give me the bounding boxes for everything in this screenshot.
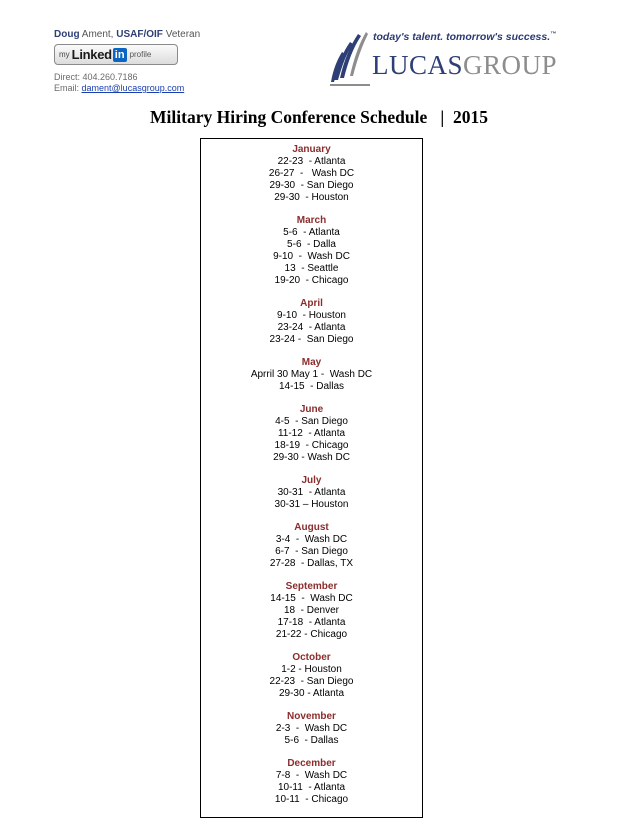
lucasgroup-mark-icon — [330, 30, 374, 90]
month-heading: April — [300, 298, 323, 309]
month-block-august — [201, 522, 422, 570]
schedule-entry: 4-5 - San Diego — [275, 416, 348, 427]
email-link[interactable]: dament@lucasgroup.com — [81, 83, 185, 93]
linkedin-wordmark: Linked — [71, 47, 112, 62]
last-name: Ament, — [81, 29, 114, 40]
schedule-entry: 18-19 - Chicago — [274, 440, 349, 451]
month-block-september — [201, 581, 422, 641]
direct-phone: Direct: 404.260.7186 — [54, 72, 138, 82]
logo-tagline: today's talent. tomorrow's success.™ — [373, 31, 557, 43]
schedule-entry: 9-10 - Houston — [277, 310, 346, 321]
email-line — [54, 83, 274, 94]
schedule-entry: 13 - Seattle — [284, 263, 339, 274]
logo-word-group: GROUP — [463, 50, 558, 80]
schedule-entry: 2-3 - Wash DC — [275, 723, 348, 734]
schedule-entry: 29-30 - Atlanta — [278, 688, 345, 699]
schedule-entry: 23-24 - San Diego — [269, 334, 354, 345]
linkedin-profile-label: profile — [129, 50, 152, 59]
schedule-entry: Aprril 30 May 1 - Wash DC — [250, 369, 373, 380]
month-block-january — [201, 144, 422, 204]
month-heading: September — [285, 581, 338, 592]
month-block-november — [201, 711, 422, 747]
service-branch: USAF/OIF — [116, 29, 163, 40]
month-block-december — [201, 758, 422, 806]
schedule-entry: 14-15 - Dallas — [278, 381, 345, 392]
page-title: Military Hiring Conference Schedule | 2015 — [150, 107, 488, 127]
schedule-entry: 29-30 - Wash DC — [273, 452, 350, 463]
month-heading: March — [296, 215, 327, 226]
schedule-entry: 7-8 - Wash DC — [275, 770, 348, 781]
veteran-label: Veteran — [165, 29, 201, 40]
month-block-april — [201, 298, 422, 346]
schedule-entry: 30-31 - Atlanta — [277, 487, 346, 498]
month-block-july — [201, 475, 422, 511]
schedule-entry: 19-20 - Chicago — [274, 275, 349, 286]
schedule-entry: 9-10 - Wash DC — [273, 251, 350, 262]
schedule-entry: 6-7 - San Diego — [275, 546, 348, 557]
logo-word-lucas: LUCAS — [372, 50, 464, 80]
month-block-march — [201, 215, 422, 287]
schedule-entry: 26-27 - Wash DC — [268, 168, 355, 179]
month-heading: June — [299, 404, 324, 415]
schedule-entry: 29-30 - Houston — [274, 192, 349, 203]
schedule-entry: 3-4 - Wash DC — [275, 534, 348, 545]
schedule-box — [200, 138, 423, 818]
schedule-entry: 22-23 - San Diego — [269, 676, 354, 687]
schedule-entry: 23-24 - Atlanta — [277, 322, 346, 333]
schedule-entry: 17-18 - Atlanta — [277, 617, 346, 628]
lucasgroup-logo — [330, 30, 595, 90]
schedule-entry: 14-15 - Wash DC — [270, 593, 353, 604]
schedule-entry: 10-11 - Chicago — [274, 794, 349, 805]
schedule-entry: 5-6 - Dallas — [284, 735, 339, 746]
first-name: Doug — [54, 29, 80, 40]
schedule-entry: 30-31 – Houston — [274, 499, 349, 510]
month-heading: December — [287, 758, 336, 769]
schedule-entry: 5-6 - Dalla — [287, 239, 336, 250]
month-block-may — [201, 357, 422, 393]
schedule-entry: 10-11 - Atlanta — [277, 782, 346, 793]
schedule-entry: 27-28 - Dallas, TX — [269, 558, 354, 569]
email-label: Email: — [54, 83, 80, 93]
schedule-entry: 21-22 - Chicago — [275, 629, 348, 640]
schedule-entry: 29-30 - San Diego — [269, 180, 354, 191]
contact-block — [54, 29, 274, 94]
month-heading: January — [292, 144, 331, 155]
logo-wordmark — [372, 50, 557, 80]
month-heading: May — [301, 357, 322, 368]
month-block-october — [201, 652, 422, 700]
schedule-entry: 22-23 - Atlanta — [277, 156, 346, 167]
schedule-entry: 11-12 - Atlanta — [277, 428, 346, 439]
month-heading: August — [294, 522, 329, 533]
month-heading: November — [287, 711, 336, 722]
schedule-entry: 1-2 - Houston — [281, 664, 342, 675]
month-heading: July — [301, 475, 322, 486]
month-block-june — [201, 404, 422, 464]
linkedin-in-icon: in — [114, 48, 125, 61]
contact-name-line — [54, 29, 274, 41]
schedule-entry: 5-6 - Atlanta — [283, 227, 340, 238]
month-heading: October — [292, 652, 331, 663]
linkedin-profile-button[interactable] — [54, 44, 178, 65]
linkedin-my: my — [59, 50, 70, 59]
schedule-entry: 18 - Denver — [283, 605, 340, 616]
